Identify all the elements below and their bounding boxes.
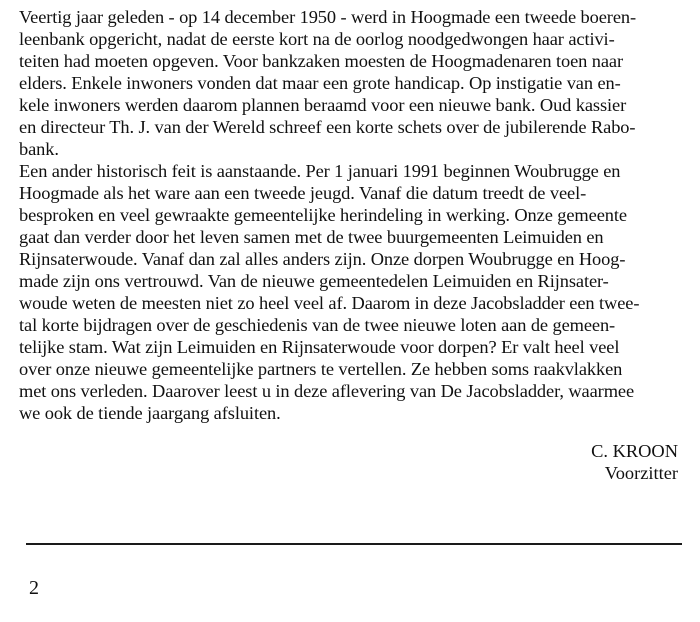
- text-line: elders. Enkele inwoners vonden dat maar een grote handicap. Op instigatie van en-: [19, 73, 621, 93]
- text-line: Rijnsaterwoude. Vanaf dan zal alles anders zijn. Onze dorpen Woubrugge en Hoog-: [19, 249, 626, 269]
- page-number: 2: [29, 577, 39, 599]
- text-line: telijke stam. Wat zijn Leimuiden en Rijnsaterwoude voor dorpen? Er valt heel veel: [19, 337, 620, 357]
- text-line: bank.: [19, 139, 59, 159]
- text-line: Veertig jaar geleden - op 14 december 1950 - werd in Hoogmade een tweede boeren-: [19, 7, 637, 27]
- signature-title: Voorzitter: [604, 463, 678, 483]
- text-line: besproken en veel gewraakte gemeentelijke herindeling in werking. Onze gemeente: [19, 205, 627, 225]
- text-line: woude weten de meesten niet zo heel veel af. Daarom in deze Jacobsladder een twee-: [19, 293, 640, 313]
- text-line: Hoogmade als het ware aan een tweede jeugd. Vanaf die datum treedt de veel-: [19, 183, 587, 203]
- text-line: teiten had moeten opgeven. Voor bankzaken moesten de Hoogmadenaren toen naar: [19, 51, 624, 71]
- text-line: en directeur Th. J. van der Wereld schreef een korte schets over de jubilerende Rabo-: [19, 117, 636, 137]
- text-line: leenbank opgericht, nadat de eerste kort na de oorlog noodgedwongen haar activi-: [19, 29, 615, 49]
- text-line: over onze nieuwe gemeentelijke partners te vertellen. Ze hebben soms raakvlakken: [19, 359, 623, 379]
- text-line: we ook de tiende jaargang afsluiten.: [19, 403, 281, 423]
- footer-divider: [26, 543, 682, 545]
- text-line: gaat dan verder door het leven samen met de twee buurgemeenten Leimuiden en: [19, 227, 604, 247]
- text-line: tal korte bijdragen over de geschiedenis van de twee nieuwe loten aan de gemeen-: [19, 315, 616, 335]
- text-line: made zijn ons vertrouwd. Van de nieuwe gemeentedelen Leimuiden en Rijnsater-: [19, 271, 609, 291]
- text-line: kele inwoners werden daarom plannen beraamd voor een nieuwe bank. Oud kassier: [19, 95, 627, 115]
- signature-name: C. KROON: [591, 441, 678, 461]
- text-line: met ons verleden. Daarover leest u in deze aflevering van De Jacobsladder, waarmee: [19, 381, 635, 401]
- text-line: Een ander historisch feit is aanstaande. Per 1 januari 1991 beginnen Woubrugge en: [19, 161, 621, 181]
